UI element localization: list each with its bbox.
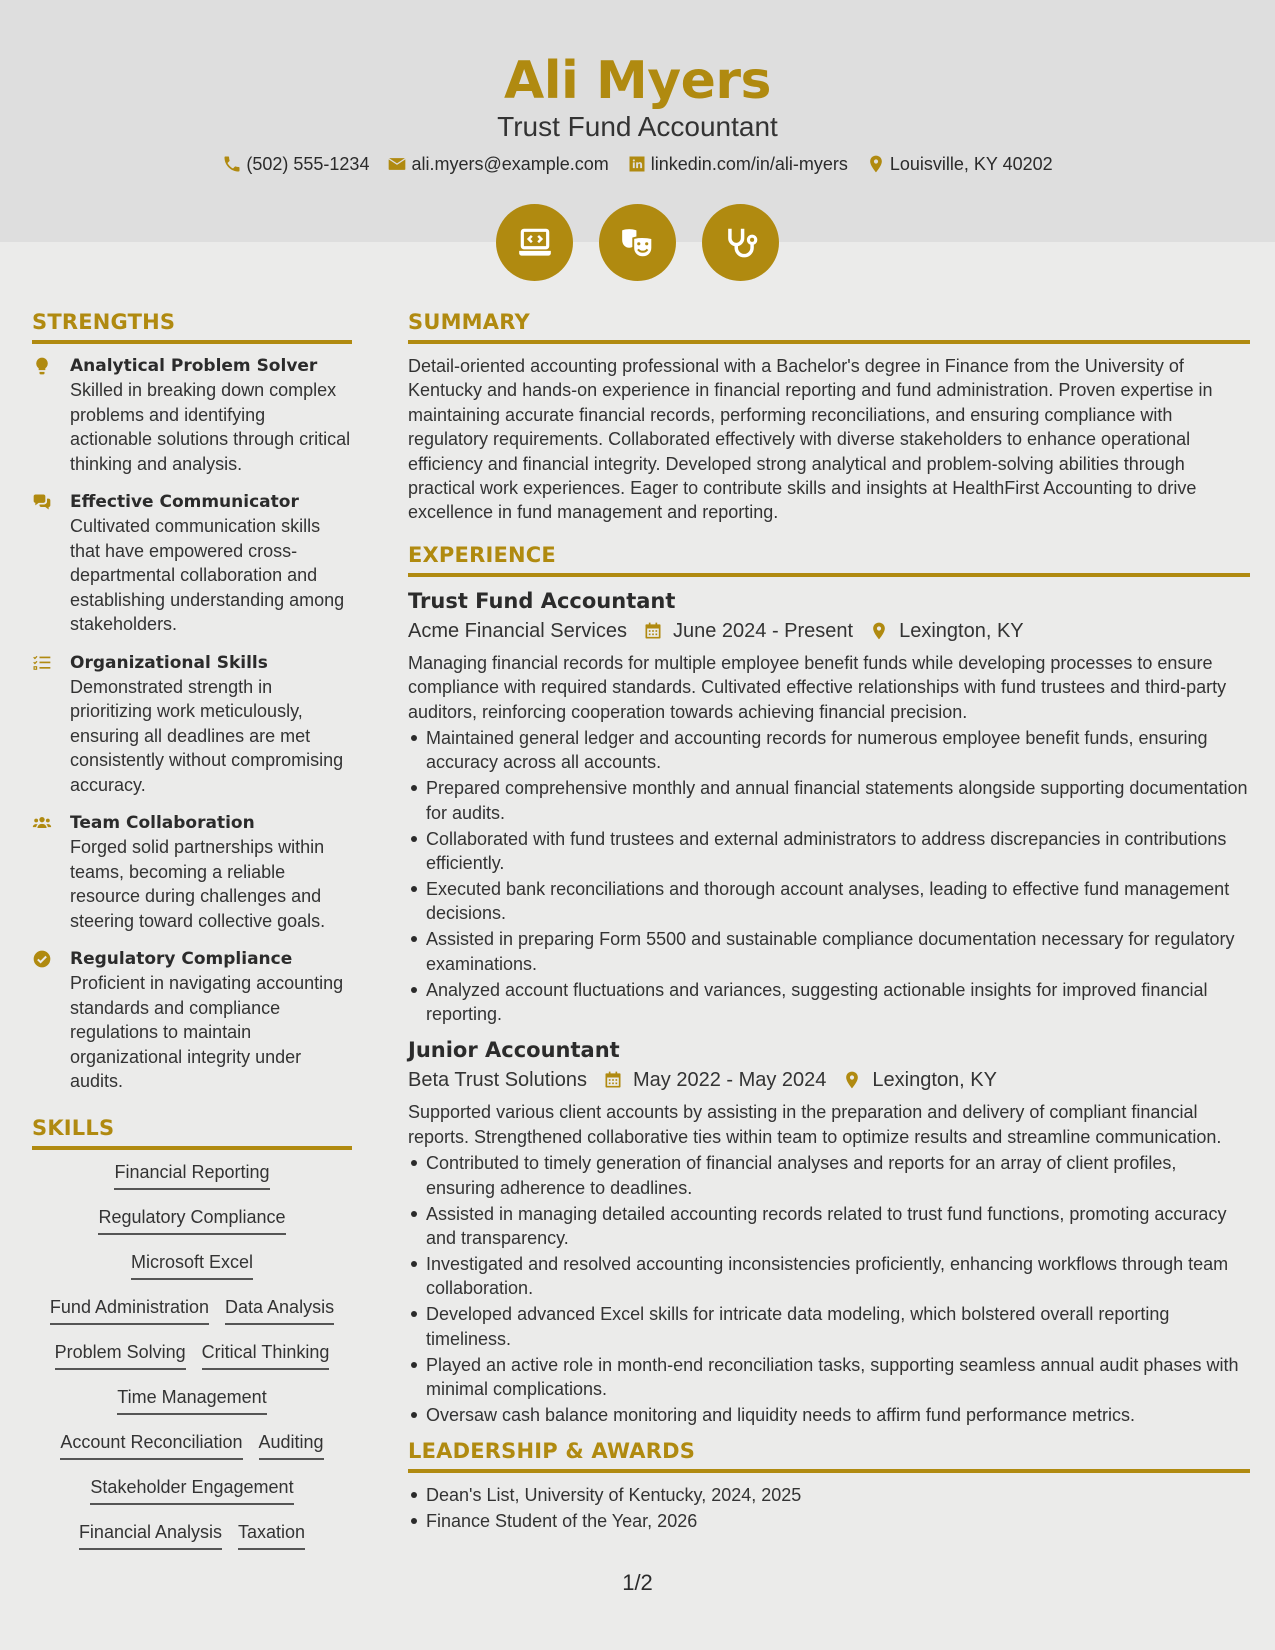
list-item: Collaborated with fund trustees and external administrators to address discrepancies in contributions efficiently.: [408, 827, 1250, 876]
location-text: Louisville, KY 40202: [889, 153, 1053, 174]
leadership-list: [408, 1483, 1250, 1533]
linkedin-icon: [627, 154, 647, 174]
contact-linkedin[interactable]: [627, 154, 848, 175]
job-company: Acme Financial Services: [408, 619, 627, 642]
strength-item: [32, 354, 352, 476]
strength-description: Demonstrated strength in prioritizing work meticulously, ensuring all deadlines are met consistently without compromising accuracy.: [70, 676, 344, 795]
users-icon: [32, 813, 52, 833]
phone-icon: [222, 154, 242, 174]
skill-tag: Fund Administration: [50, 1295, 209, 1325]
list-item: Investigated and resolved accounting inconsistencies proficiently, enhancing workflows through team collaboration.: [408, 1252, 1250, 1301]
skill-tag: Critical Thinking: [202, 1340, 330, 1370]
job-company: Beta Trust Solutions: [408, 1069, 587, 1092]
job-meta: [408, 1064, 1250, 1096]
strength-description: Forged solid partnerships within teams, becoming a reliable resource during challenges and steering toward collective goals.: [70, 837, 326, 931]
strength-item: [32, 651, 352, 798]
contact-location: [866, 154, 1053, 175]
list-item: Played an active role in month-end reconciliation tasks, supporting seamless annual audit phases with minimal complications.: [408, 1353, 1250, 1402]
map-marker-icon: [869, 621, 889, 641]
job-description: Managing financial records for multiple employee benefit funds while developing processes to ensure compliance with required standards. Cultivated effective relationships with fund trustees and third-party auditors, reinforcing cooperation towards achieving financial precision.: [408, 652, 1227, 722]
comments-icon: [32, 492, 52, 512]
skills-list: [32, 1160, 352, 1565]
theater-masks-icon: [619, 224, 657, 262]
job-dates: May 2022 - May 2024: [603, 1064, 826, 1096]
strength-description: Cultivated communication skills that have empowered cross-departmental collaboration and establishing understanding among stakeholders.: [70, 516, 345, 634]
job-description: Supported various client accounts by assisting in the preparation and delivery of compliant financial reports. Strengthened collaborative ties within team to optimize results and streamline communication.: [408, 1102, 1222, 1147]
skills-heading: SKILLS: [32, 1114, 352, 1150]
job-location: Lexington, KY: [869, 615, 1024, 647]
map-marker-icon: [842, 1070, 862, 1090]
list-item: Finance Student of the Year, 2026: [408, 1509, 1250, 1533]
skill-tag: Regulatory Compliance: [98, 1205, 285, 1235]
interest-icons: [496, 204, 779, 281]
interest-circle-laptop: [496, 204, 573, 281]
candidate-title: Trust Fund Accountant: [497, 111, 778, 142]
calendar-icon: [603, 1070, 623, 1090]
strength-description: Skilled in breaking down complex problems and identifying actionable solutions through critical thinking and analysis.: [70, 380, 351, 474]
strength-title: Analytical Problem Solver: [70, 356, 318, 376]
linkedin-text: linkedin.com/in/ali-myers: [650, 153, 848, 174]
strength-title: Effective Communicator: [70, 492, 299, 512]
job-location: Lexington, KY: [842, 1064, 997, 1096]
job-entry: [408, 587, 1250, 1027]
job-title: Trust Fund Accountant: [408, 588, 676, 613]
leadership-heading: LEADERSHIP & AWARDS: [408, 1437, 1250, 1473]
skill-tag: Taxation: [238, 1520, 305, 1550]
list-item: Analyzed account fluctuations and variances, suggesting actionable insights for improved financial reporting.: [408, 978, 1250, 1027]
skill-tag: Microsoft Excel: [131, 1250, 253, 1280]
page-number: 1/2: [622, 1570, 653, 1595]
strength-item: [32, 490, 352, 637]
job-bullets: [408, 726, 1250, 1026]
strength-description: Proficient in navigating accounting standards and compliance regulations to maintain organizational integrity under audits.: [70, 973, 344, 1091]
strength-title: Regulatory Compliance: [70, 949, 293, 969]
summary-text: Detail-oriented accounting professional with a Bachelor's degree in Finance from the University of Kentucky and hands-on experience in financial reporting and fund administration. Proven expertise in maintaining accurate financial records, performing reconciliations, and ensuring compliance with regulatory requirements. Collaborated effectively with diverse stakeholders to enhance operational efficiency and financial integrity. Developed strong analytical and problem-solving abilities through practical work experiences. Eager to contribute skills and insights at HealthFirst Accounting to drive excellence in fund management and reporting.: [408, 356, 1213, 523]
list-item: Assisted in preparing Form 5500 and sustainable compliance documentation necessary for regulatory examinations.: [408, 927, 1250, 976]
strengths-heading: STRENGTHS: [32, 308, 352, 344]
strength-title: Organizational Skills: [70, 652, 268, 673]
job-meta: [408, 615, 1250, 647]
list-check-icon: [32, 653, 52, 673]
list-item: Prepared comprehensive monthly and annual financial statements alongside supporting documentation for audits.: [408, 776, 1250, 825]
skill-tag: Financial Analysis: [79, 1520, 222, 1550]
left-column: [32, 308, 352, 1565]
contact-email[interactable]: [387, 154, 608, 175]
calendar-icon: [643, 621, 663, 641]
job-dates: June 2024 - Present: [643, 615, 853, 647]
lightbulb-icon: [32, 356, 52, 376]
list-item: Executed bank reconciliations and thorough account analyses, leading to effective fund management decisions.: [408, 877, 1250, 926]
skill-tag: Auditing: [259, 1430, 324, 1460]
right-column: [408, 308, 1250, 1544]
summary-heading: SUMMARY: [408, 308, 1250, 344]
strength-item: [32, 811, 352, 933]
job-title: Junior Accountant: [408, 1038, 620, 1063]
list-item: Developed advanced Excel skills for intricate data modeling, which bolstered overall reporting timeliness.: [408, 1302, 1250, 1351]
list-item: Maintained general ledger and accounting records for numerous employee benefit funds, ensuring accuracy across all accounts.: [408, 726, 1250, 775]
map-marker-icon: [866, 154, 886, 174]
job-entry: [408, 1036, 1250, 1427]
phone-text: (502) 555-1234: [246, 153, 370, 174]
list-item: Oversaw cash balance monitoring and liquidity needs to affirm fund performance metrics.: [408, 1403, 1250, 1427]
check-circle-icon: [32, 949, 52, 969]
laptop-code-icon: [516, 224, 554, 262]
skill-tag: Financial Reporting: [114, 1160, 269, 1190]
skill-tag: Stakeholder Engagement: [90, 1475, 293, 1505]
list-item: Assisted in managing detailed accounting records related to trust fund functions, promoting accuracy and transparency.: [408, 1202, 1250, 1251]
skill-tag: Data Analysis: [225, 1295, 334, 1325]
interest-circle-masks: [599, 204, 676, 281]
contact-bar: [0, 151, 1275, 177]
strength-title: Team Collaboration: [70, 813, 255, 833]
skill-tag: Account Reconciliation: [60, 1430, 242, 1460]
strength-item: [32, 947, 352, 1094]
stethoscope-icon: [722, 224, 760, 262]
skill-tag: Time Management: [117, 1385, 266, 1415]
contact-phone[interactable]: [222, 154, 369, 175]
list-item: Contributed to timely generation of financial analyses and reports for an array of client profiles, ensuring adherence to deadlines.: [408, 1151, 1250, 1200]
envelope-icon: [387, 154, 407, 174]
candidate-name: Ali Myers: [503, 51, 771, 111]
list-item: Dean's List, University of Kentucky, 2024, 2025: [408, 1483, 1250, 1507]
interest-circle-stethoscope: [702, 204, 779, 281]
experience-heading: EXPERIENCE: [408, 541, 1250, 577]
email-text: ali.myers@example.com: [411, 153, 609, 174]
skill-tag: Problem Solving: [55, 1340, 186, 1370]
job-bullets: [408, 1151, 1250, 1427]
